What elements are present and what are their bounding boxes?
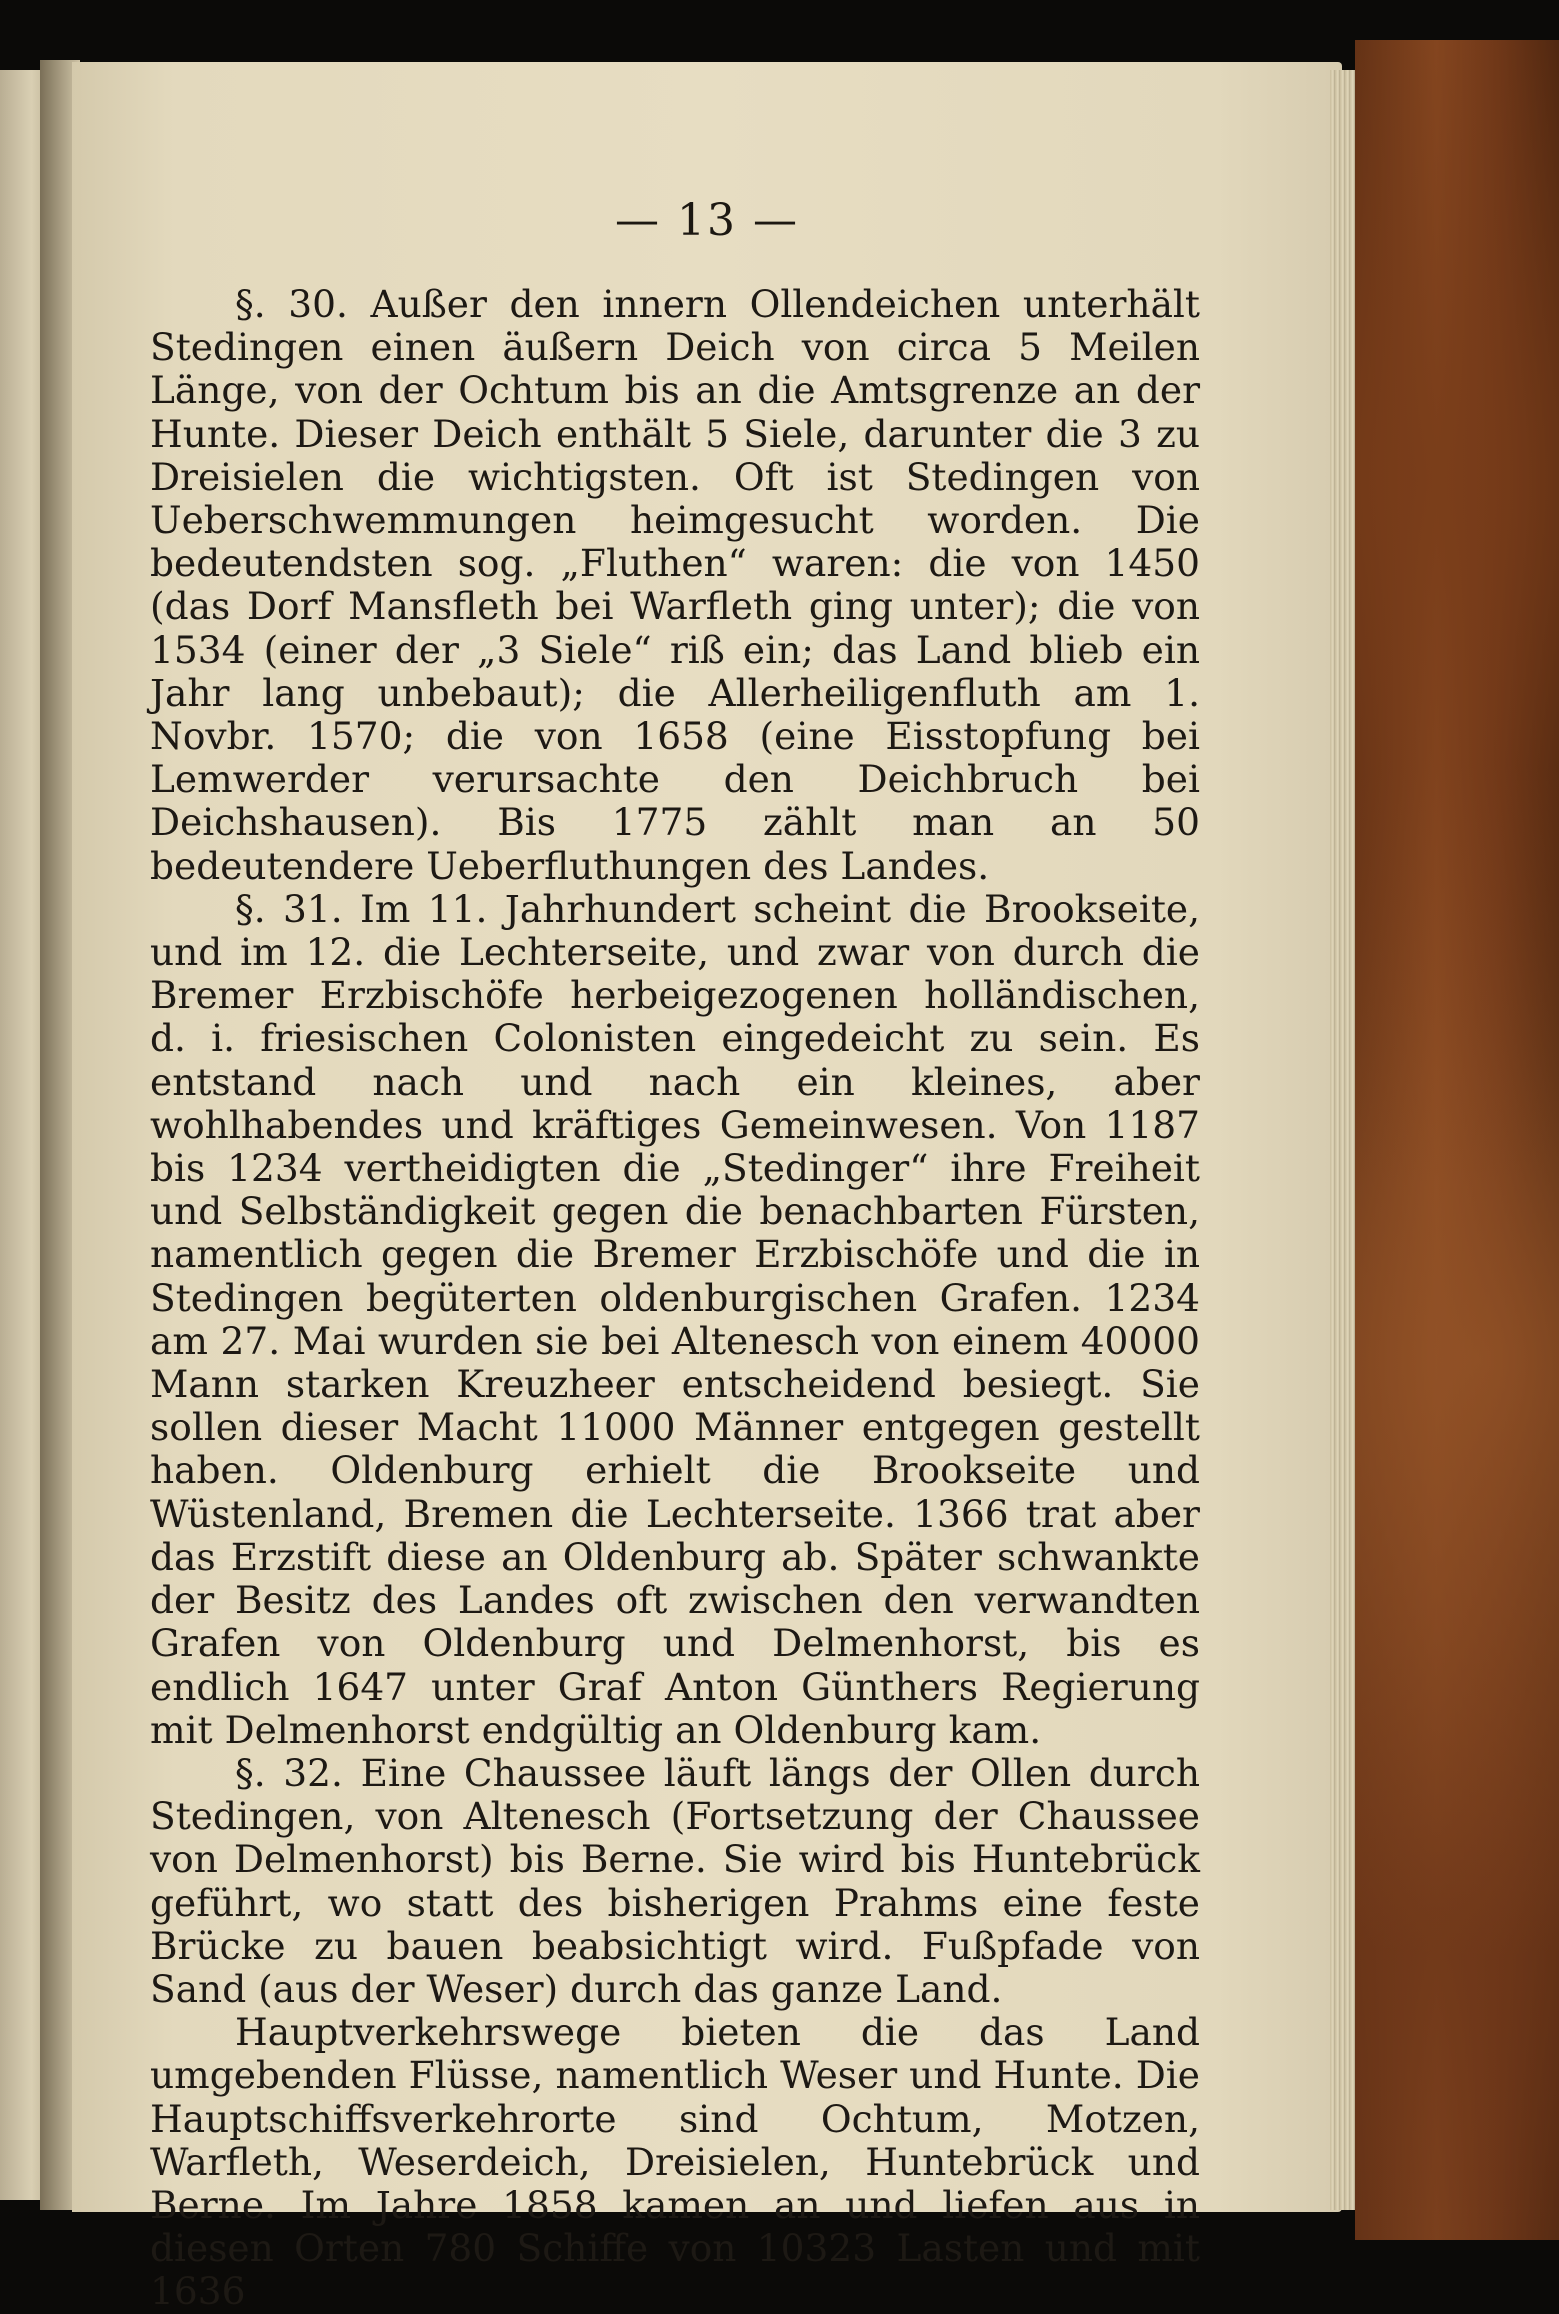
paragraph-section-31: §. 31. Im 11. Jahrhundert scheint die Brookseite, und im 12. die Lechterseite, und zwar von durch die Bremer Erzbischöfe herbeigezogenen holländischen, d. i. friesischen Colonisten eingedeicht zu sein. Es entstand nach und nach ein kleines, aber wohlhabendes und kräftiges Gemeinwesen. Von 1187 bis 1234 vertheidigten die „Stedinger“ ihre Freiheit und Selbständigkeit gegen die benachbarten Fürsten, namentlich gegen die Bremer Erzbischöfe und die in Stedingen begüterten oldenburgischen Grafen. 1234 am 27. Mai wurden sie bei Altenesch von einem 40000 Mann starken Kreuzheer entscheidend besiegt. Sie sollen dieser Macht 11000 Männer entgegen gestellt haben. Oldenburg erhielt die Brookseite und Wüstenland, Bremen die Lechterseite. 1366 trat aber das Erzstift diese an Oldenburg ab. Später schwankte der Besitz des Landes oft zwischen den verwandten Grafen von Oldenburg und Delmenhorst, bis es endlich 1647 unter Graf Anton Günthers Regierung mit Delmenhorst endgültig an Oldenburg kam. [150,886,1200,1752]
leather-cover [1355,40,1559,2240]
paragraph-section-32: §. 32. Eine Chaussee läuft längs der Ollen durch Stedingen, von Altenesch (Fortsetzung der Chaussee von Delmenhorst) bis Berne. Sie wird bis Huntebrück geführt, wo statt des bisherigen Prahms eine feste Brücke zu bauen beabsichtigt wird. Fußpfade von Sand (aus der Weser) durch das ganze Land. [150,1750,1200,2011]
previous-page-edge [0,70,45,2200]
body-text [150,283,1200,2314]
paragraph-traffic-routes: Hauptverkehrswege bieten die das Land umgebenden Flüsse, namentlich Weser und Hunte. Die Hauptschiffsverkehrorte sind Ochtum, Motzen, Warfleth, Weserdeich, Dreisielen, Huntebrück und Berne. Im Jahre 1858 kamen an und liefen aus in diesen Orten 780 Schiffe von 10323 Lasten und mit 1636 [150,2010,1200,2314]
page-number-header: — 13 — [615,195,799,246]
paragraph-section-30: §. 30. Außer den innern Ollendeichen unterhält Stedingen einen äußern Deich von circa 5 Meilen Länge, von der Ochtum bis an die Amtsgrenze an der Hunte. Dieser Deich enthält 5 Siele, darunter die 3 zu Dreisielen die wichtigsten. Oft ist Stedingen von Ueberschwemmungen heimgesucht worden. Die bedeutendsten sog. „Fluthen“ waren: die von 1450 (das Dorf Mansfleth bei Warfleth ging unter); die von 1534 (einer der „3 Siele“ riß ein; das Land blieb ein Jahr lang unbebaut); die Allerheiligenfluth am 1. Novbr. 1570; die von 1658 (eine Eisstopfung bei Lemwerder verursachte den Deichbruch bei Deichshausen). Bis 1775 zählt man an 50 bedeutendere Ueberfluthungen des Landes. [150,282,1200,888]
